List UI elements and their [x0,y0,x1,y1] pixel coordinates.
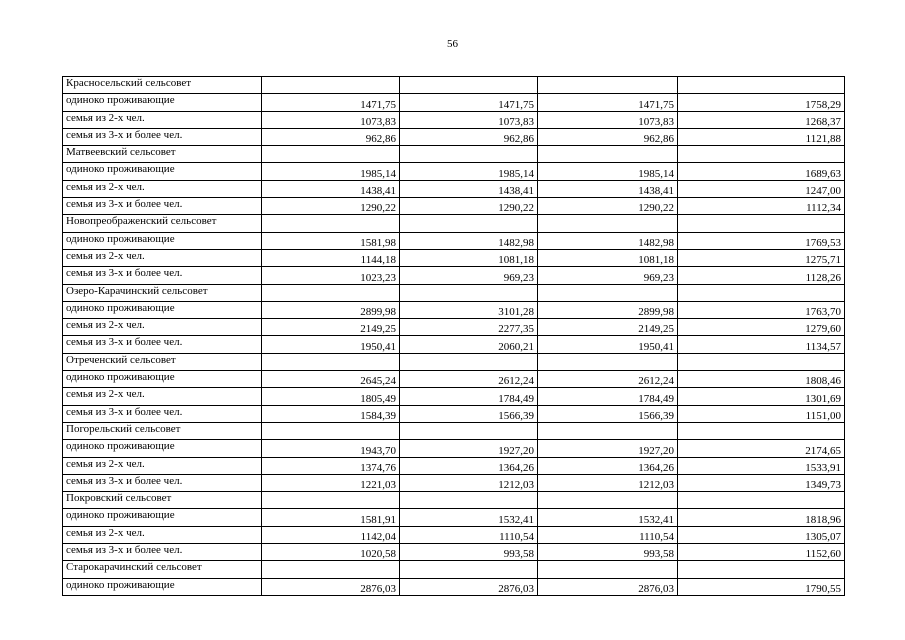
value-cell: 1769,53 [678,232,845,249]
value-cell: 1221,03 [262,474,400,491]
empty-cell [400,492,538,509]
value-cell: 1471,75 [262,94,400,111]
value-cell: 1818,96 [678,509,845,526]
row-label: одиноко проживающие [63,509,262,526]
row-label: семья из 3-х и более чел. [63,336,262,353]
row-label: семья из 2-х чел. [63,180,262,197]
value-cell: 1790,55 [678,578,845,595]
value-cell: 1581,98 [262,232,400,249]
table-row [63,336,845,353]
value-cell: 1121,88 [678,128,845,145]
value-cell: 2174,65 [678,440,845,457]
row-label: семья из 3-х и более чел. [63,544,262,561]
value-cell: 2060,21 [400,336,538,353]
empty-cell [678,215,845,232]
value-cell: 1290,22 [538,198,678,215]
value-cell: 1134,57 [678,336,845,353]
row-label: семья из 3-х и более чел. [63,405,262,422]
empty-cell [538,561,678,578]
value-cell: 1151,00 [678,405,845,422]
value-cell: 1532,41 [538,509,678,526]
value-cell: 1112,34 [678,198,845,215]
value-cell: 1073,83 [400,111,538,128]
row-label: одиноко проживающие [63,578,262,595]
value-cell: 1144,18 [262,249,400,266]
section-title: Покровский сельсовет [63,492,262,509]
section-title: Старокарачинский сельсовет [63,561,262,578]
empty-cell [400,215,538,232]
section-header-row [63,284,845,301]
value-cell: 1290,22 [400,198,538,215]
value-cell: 1950,41 [538,336,678,353]
section-header-row [63,492,845,509]
empty-cell [538,77,678,94]
value-cell: 1566,39 [400,405,538,422]
page-number: 56 [447,38,458,50]
section-header-row [63,422,845,439]
empty-cell [538,146,678,163]
value-cell: 1471,75 [400,94,538,111]
tariff-table [62,76,845,596]
value-cell: 1364,26 [400,457,538,474]
section-header-row [63,561,845,578]
value-cell: 1364,26 [538,457,678,474]
value-cell: 1581,91 [262,509,400,526]
value-cell: 1584,39 [262,405,400,422]
table-row [63,544,845,561]
value-cell: 1247,00 [678,180,845,197]
empty-cell [678,353,845,370]
table-row [63,111,845,128]
value-cell: 969,23 [538,267,678,284]
value-cell: 1081,18 [538,249,678,266]
value-cell: 1471,75 [538,94,678,111]
row-label: семья из 2-х чел. [63,111,262,128]
value-cell: 1438,41 [400,180,538,197]
value-cell: 962,86 [400,128,538,145]
empty-cell [262,353,400,370]
row-label: семья из 2-х чел. [63,526,262,543]
value-cell: 1110,54 [400,526,538,543]
value-cell: 2876,03 [400,578,538,595]
row-label: семья из 3-х и более чел. [63,267,262,284]
row-label: одиноко проживающие [63,301,262,318]
value-cell: 3101,28 [400,301,538,318]
value-cell: 1985,14 [538,163,678,180]
value-cell: 1927,20 [538,440,678,457]
empty-cell [262,146,400,163]
row-label: одиноко проживающие [63,163,262,180]
value-cell: 2612,24 [538,371,678,388]
value-cell: 1482,98 [400,232,538,249]
section-title: Матвеевский сельсовет [63,146,262,163]
empty-cell [538,284,678,301]
row-label: семья из 3-х и более чел. [63,474,262,491]
empty-cell [678,561,845,578]
value-cell: 1763,70 [678,301,845,318]
empty-cell [262,77,400,94]
value-cell: 1950,41 [262,336,400,353]
table-row [63,509,845,526]
row-label: семья из 2-х чел. [63,319,262,336]
empty-cell [400,353,538,370]
row-label: семья из 2-х чел. [63,249,262,266]
value-cell: 1110,54 [538,526,678,543]
value-cell: 1532,41 [400,509,538,526]
empty-cell [678,146,845,163]
value-cell: 962,86 [538,128,678,145]
value-cell: 1301,69 [678,388,845,405]
table-row [63,319,845,336]
value-cell: 2612,24 [400,371,538,388]
table-row [63,249,845,266]
empty-cell [538,492,678,509]
row-label: семья из 2-х чел. [63,388,262,405]
value-cell: 2899,98 [262,301,400,318]
empty-cell [400,284,538,301]
table-row [63,526,845,543]
value-cell: 1985,14 [400,163,538,180]
table-row [63,198,845,215]
table-row [63,267,845,284]
value-cell: 2149,25 [538,319,678,336]
empty-cell [400,561,538,578]
value-cell: 1349,73 [678,474,845,491]
value-cell: 1275,71 [678,249,845,266]
value-cell: 2899,98 [538,301,678,318]
table-row [63,94,845,111]
value-cell: 993,58 [400,544,538,561]
value-cell: 1927,20 [400,440,538,457]
value-cell: 1023,23 [262,267,400,284]
empty-cell [262,422,400,439]
section-header-row [63,77,845,94]
empty-cell [262,215,400,232]
row-label: одиноко проживающие [63,232,262,249]
section-header-row [63,215,845,232]
value-cell: 1533,91 [678,457,845,474]
table-row [63,578,845,595]
table-body [63,77,845,596]
section-header-row [63,353,845,370]
value-cell: 1212,03 [400,474,538,491]
value-cell: 1784,49 [538,388,678,405]
value-cell: 2277,35 [400,319,538,336]
row-label: семья из 3-х и более чел. [63,128,262,145]
table-row [63,180,845,197]
value-cell: 1142,04 [262,526,400,543]
value-cell: 1212,03 [538,474,678,491]
value-cell: 1305,07 [678,526,845,543]
empty-cell [538,422,678,439]
empty-cell [262,284,400,301]
value-cell: 2149,25 [262,319,400,336]
value-cell: 1073,83 [262,111,400,128]
value-cell: 1374,76 [262,457,400,474]
value-cell: 1808,46 [678,371,845,388]
row-label: одиноко проживающие [63,371,262,388]
empty-cell [262,492,400,509]
value-cell: 2645,24 [262,371,400,388]
section-title: Отреченский сельсовет [63,353,262,370]
section-title: Красносельский сельсовет [63,77,262,94]
table-row [63,474,845,491]
value-cell: 969,23 [400,267,538,284]
value-cell: 993,58 [538,544,678,561]
empty-cell [678,422,845,439]
table-row [63,440,845,457]
empty-cell [400,422,538,439]
value-cell: 1566,39 [538,405,678,422]
section-title: Погорельский сельсовет [63,422,262,439]
value-cell: 962,86 [262,128,400,145]
value-cell: 1020,58 [262,544,400,561]
table-row [63,405,845,422]
empty-cell [262,561,400,578]
table-row [63,128,845,145]
empty-cell [400,146,538,163]
value-cell: 1268,37 [678,111,845,128]
value-cell: 2876,03 [538,578,678,595]
value-cell: 1290,22 [262,198,400,215]
table-row [63,301,845,318]
value-cell: 1438,41 [262,180,400,197]
section-header-row [63,146,845,163]
empty-cell [678,77,845,94]
section-title: Новопреображенский сельсовет [63,215,262,232]
value-cell: 1438,41 [538,180,678,197]
value-cell: 2876,03 [262,578,400,595]
value-cell: 1081,18 [400,249,538,266]
table-row [63,371,845,388]
value-cell: 1689,63 [678,163,845,180]
table-row [63,388,845,405]
row-label: семья из 3-х и более чел. [63,198,262,215]
value-cell: 1758,29 [678,94,845,111]
table-row [63,163,845,180]
value-cell: 1128,26 [678,267,845,284]
empty-cell [678,284,845,301]
empty-cell [538,215,678,232]
empty-cell [678,492,845,509]
value-cell: 1985,14 [262,163,400,180]
row-label: одиноко проживающие [63,440,262,457]
row-label: одиноко проживающие [63,94,262,111]
value-cell: 1073,83 [538,111,678,128]
row-label: семья из 2-х чел. [63,457,262,474]
empty-cell [538,353,678,370]
table-row [63,232,845,249]
empty-cell [400,77,538,94]
value-cell: 1152,60 [678,544,845,561]
value-cell: 1784,49 [400,388,538,405]
section-title: Озеро-Карачинский сельсовет [63,284,262,301]
value-cell: 1482,98 [538,232,678,249]
value-cell: 1279,60 [678,319,845,336]
value-cell: 1805,49 [262,388,400,405]
table-row [63,457,845,474]
value-cell: 1943,70 [262,440,400,457]
